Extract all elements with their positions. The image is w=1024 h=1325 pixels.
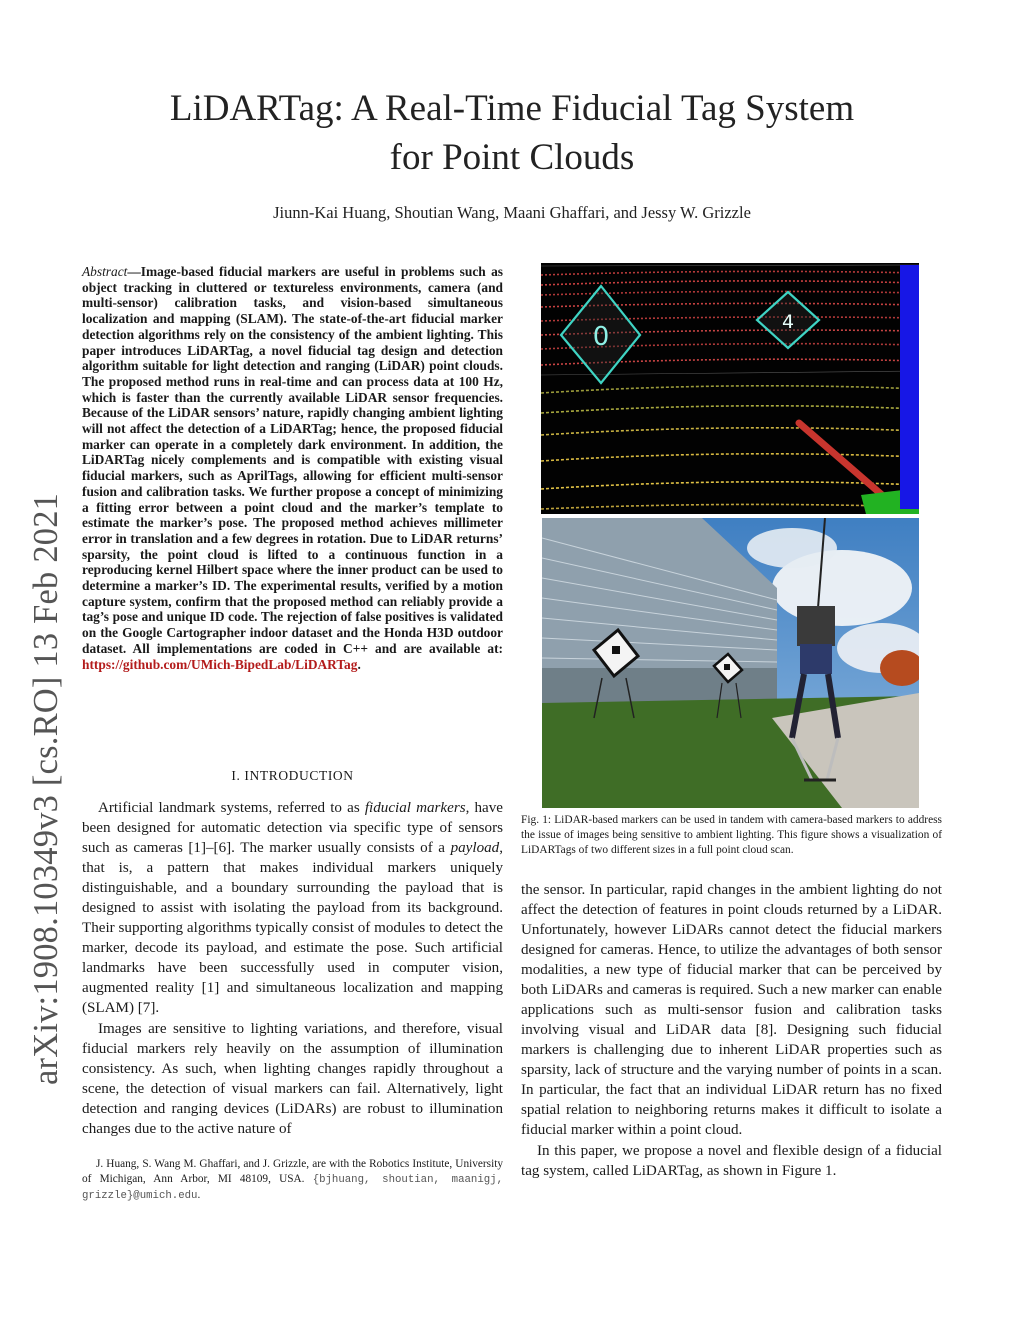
github-link[interactable]: https://github.com/UMich-BipedLab/LiDARTag — [82, 656, 358, 672]
intro-column-left — [82, 798, 503, 1139]
title-line-1: LiDARTag: A Real-Time Fiducial Tag System — [169, 88, 855, 129]
right-paragraph-2: In this paper, we propose a novel and flexible design of a fiducial tag system, called LiDARTag, as shown in Figure 1. — [521, 1143, 942, 1179]
figure-1-caption: Fig. 1: LiDAR-based markers can be used in tandem with camera-based markers to address the issue of images being sensitive to ambient lighting. This figure shows a visualization of LiDARTags of two different sizes in a full point cloud scan. — [521, 814, 942, 856]
z-axis-blue — [900, 265, 919, 509]
author-list: Jiunn-Kai Huang, Shoutian Wang, Maani Ghaffari, and Jessy W. Grizzle — [273, 203, 751, 222]
abstract: Abstract—Image-based fiducial markers are useful in problems such as object tracking in cluttered or textureless environments, camera (and multi-sensor) calibration tasks, and vision-based simultaneous localization and mapping (SLAM). The state-of-the-art fiducial marker detection algorithms rely on the consistency of the ambient lighting. This paper introduces LiDARTag, a novel fiducial tag design and detection algorithm suitable for light detection and ranging (LiDAR) point clouds. The proposed method runs in real-time and can process data at 100 Hz, which is faster than the currently available LiDAR sensor frequencies. Because of the LiDAR sensors’ nature, rapidly changing ambient lighting will not affect the detection of a LiDARTag; hence, the proposed fiducial marker can operate in a completely dark environment. In addition, the LiDARTag nicely complements and is compatible with existing visual fiducial markers, such as AprilTags, allowing for efficient multi-sensor fusion and calibration tasks. We further propose a concept of minimizing a fitting error between a point cloud and the marker’s template to estimate the marker’s pose. The proposed method achieves millimeter error in translation and a few degrees in rotation. Due to LiDAR returns’ sparsity, the point cloud is lifted to a continuous function in a reproducing kernel Hilbert space where the inner product can be used to determine a marker’s ID. The experimental results, verified by a motion capture system, confirm that the proposed method can reliably provide a tag’s pose and unique ID code. The rejection of false positives is validated on the Google Cartographer indoor dataset and the Honda H3D outdoor dataset. All implementations are coded in C++ and are available at: https://github.com/UMich-BipedLab/LiDARTag. — [82, 264, 503, 672]
lidar-point-cloud-image — [541, 263, 919, 514]
tag-id-4: 4 — [781, 311, 795, 333]
intro-paragraph-2: Images are sensitive to lighting variations, and therefore, visual fiducial markers rely heavily on the assumption of illumination consistency. As such, when lighting changes rapidly throughout a scene, the detection of visual markers can fail. Alternatively, light detection and ranging devices (LiDARs) are robust to illumination changes due to the active nature of — [82, 1021, 503, 1137]
section-heading-introduction: I. INTRODUCTION — [231, 768, 354, 783]
abstract-text: —Image-based fiducial markers are useful in problems such as object tracking in cluttered or textureless environments, camera (and multi-sensor) calibration tasks, and vision-based simultaneous localization and mapping (SLAM). The state-of-the-art fiducial marker detection algorithms rely on the consistency of the ambient lighting. This paper introduces LiDARTag, a novel fiducial tag design and detection algorithm suitable for light detection and ranging (LiDAR) point clouds. The proposed method runs in real-time and can process data at 100 Hz, which is faster than the currently available LiDAR sensor frequencies. Because of the LiDAR sensors’ nature, rapidly changing ambient lighting will not affect the detection of a LiDARTag; hence, the proposed fiducial marker can operate in a completely dark environment. In addition, the LiDARTag nicely complements and is compatible with existing visual fiducial markers, such as AprilTags, allowing for efficient multi-sensor fusion and calibration tasks. We further propose a concept of minimizing a fitting error between a point cloud and the marker’s template to estimate the marker’s pose. The proposed method achieves millimeter error in translation and a few degrees in rotation. Due to LiDAR returns’ sparsity, the point cloud is lifted to a continuous function in a reproducing kernel Hilbert space where the inner product can be used to determine a marker’s ID. The experimental results, verified by a motion capture system, confirm that the proposed method can reliably provide a tag’s pose and unique ID code. The rejection of false positives is validated on the Google Cartographer indoor dataset and the Honda H3D outdoor dataset. All implementations are coded in C++ and are available at: — [82, 264, 503, 656]
robot-with-tags-photo — [542, 518, 919, 808]
paper-title — [0, 84, 1024, 182]
intro-column-right — [521, 880, 942, 1181]
author-footnote: J. Huang, S. Wang M. Ghaffari, and J. Grizzle, are with the Robotics Institute, University of Michigan, Ann Arbor, MI 48109, USA. {bjhuang, shoutian, maanigj, grizzle}@umich.edu. — [82, 1158, 503, 1202]
arxiv-identifier: arXiv:1908.10349v3 [cs.RO] 13 Feb 2021 — [27, 492, 65, 1085]
intro-paragraph-1: Artificial landmark systems, referred to as fiducial markers, have been designed for automatic detection via specific type of sensors such as cameras [1]–[6]. The marker usually consists of a payload, that is, a pattern that makes individual markers uniquely distinguishable, and a boundary surrounding the payload that is designed to assist with isolating the payload from its background. Their supporting algorithms typically consist of modules to detect the marker, decode its payload, and estimate the pose. Such artificial landmarks have been successfully used in computer vision, augmented reality [1] and simultaneous localization and mapping (SLAM) [7]. — [82, 800, 503, 1016]
right-paragraph-1: the sensor. In particular, rapid changes in the ambient lighting do not affect the detection of features in point clouds returned by a LiDAR. Unfortunately, however LiDARs cannot detect the fiducial markers designed for cameras. Hence, to utilize the advantages of both sensor modalities, a new type of fiducial marker that can be perceived by both LiDARs and cameras is required. Such a new marker can enable applications such as multi-sensor fusion and calibration tasks involving visual and LiDAR data [8]. Designing such fiducial markers is challenging due to inherent LiDAR properties such as sparsity, lack of structure and the varying number of points in a scan. In particular, the fact that an individual LiDAR return has no fixed spatial relation to neighboring returns makes it difficult to isolate a fiducial marker within a point cloud. — [521, 882, 942, 1138]
author-emails: {bjhuang, shoutian, maanigj, grizzle}@umich.edu — [82, 1174, 503, 1202]
title-line-2: for Point Clouds — [389, 137, 635, 178]
abstract-label: Abstract — [82, 264, 128, 279]
tag-id-0: 0 — [592, 322, 610, 352]
